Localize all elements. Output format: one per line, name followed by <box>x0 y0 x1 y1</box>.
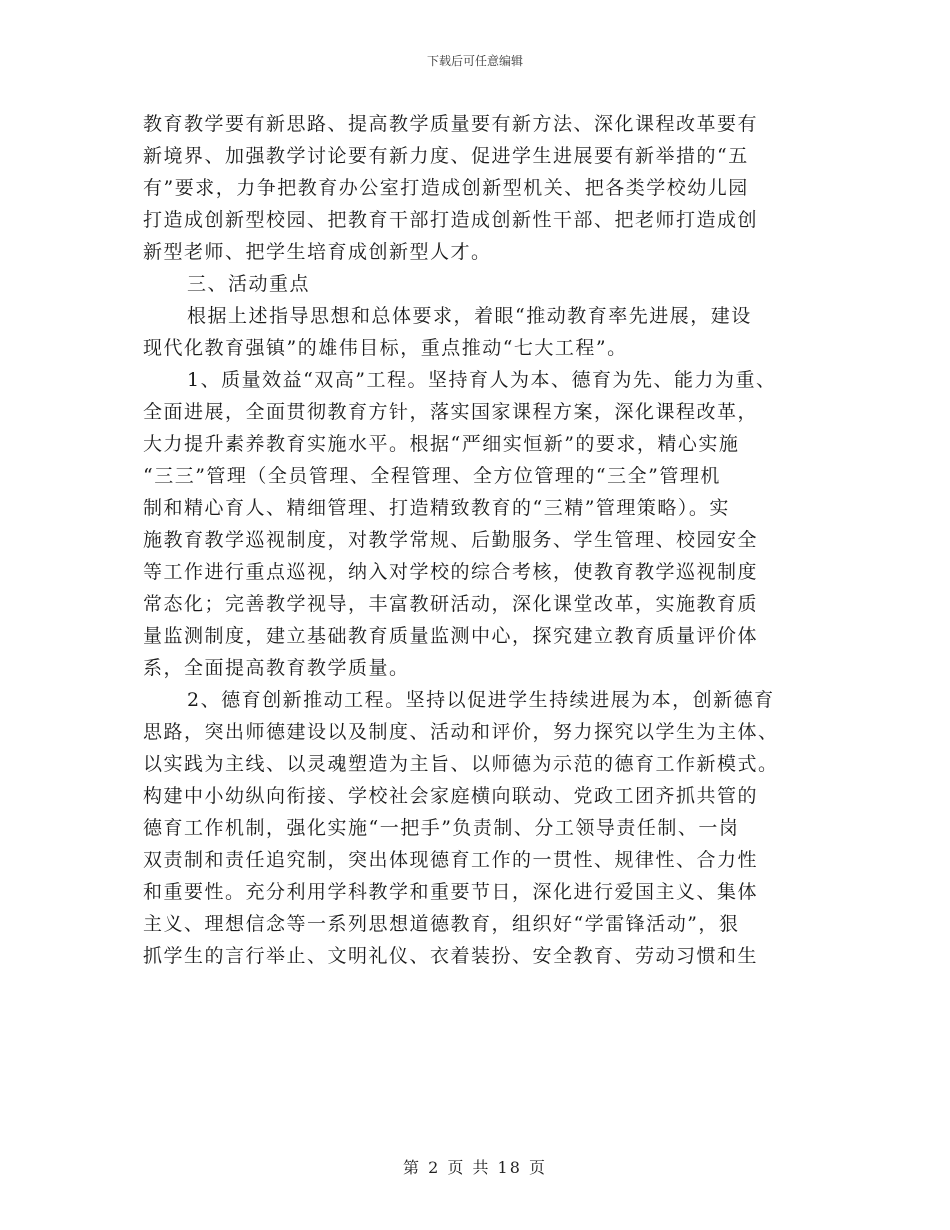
page-number-footer: 第 2 页 共 18 页 <box>403 1158 547 1177</box>
text-line: 以实践为主线、以灵魂塑造为主旨、以师德为示范的德育工作新模式。 <box>143 753 779 775</box>
text-line: 制和精心育人、精细管理、打造精致教育的“三精”管理策略）。实 <box>143 497 730 519</box>
text-line: 思路，突出师德建设以及制度、活动和评价，努力探究以学生为主体、 <box>143 721 779 743</box>
text-line: 双责制和责任追究制，突出体现德育工作的一贯性、规律性、合力性 <box>143 849 759 871</box>
text-line: “三三”管理（全员管理、全程管理、全方位管理的“三全”管理机 <box>143 465 721 487</box>
text-line: 大力提升素养教育实施水平。根据“严细实恒新”的要求，精心实施 <box>143 433 740 455</box>
text-line: 1、质量效益“双高”工程。坚持育人为本、德育为先、能力为重、 <box>187 369 777 391</box>
text-line: 量监测制度，建立基础教育质量监测中心，探究建立教育质量评价体 <box>143 625 759 647</box>
text-line: 三、活动重点 <box>187 273 311 295</box>
text-line: 教育教学要有新思路、提高教学质量要有新方法、深化课程改革要有 <box>143 113 759 135</box>
text-line: 系，全面提高教育教学质量。 <box>143 657 410 679</box>
text-line: 常态化；完善教学视导，丰富教研活动，深化课堂改革，实施教育质 <box>143 593 759 615</box>
text-line: 现代化教育强镇”的雄伟目标，重点推动“七大工程”。 <box>143 337 628 359</box>
page-header: 下载后可任意编辑 <box>426 54 523 68</box>
text-line: 施教育教学巡视制度，对教学常规、后勤服务、学生管理、校园安全 <box>143 529 759 551</box>
text-line: 构建中小幼纵向衔接、学校社会家庭横向联动、党政工团齐抓共管的 <box>143 785 759 807</box>
document-body <box>143 108 823 972</box>
text-line: 和重要性。充分利用学科教学和重要节日，深化进行爱国主义、集体 <box>143 881 759 903</box>
text-line: 打造成创新型校园、把教育干部打造成创新性干部、把老师打造成创 <box>143 209 759 231</box>
text-line: 全面进展，全面贯彻教育方针，落实国家课程方案，深化课程改革， <box>143 401 759 423</box>
text-line: 新型老师、把学生培育成创新型人才。 <box>143 241 492 263</box>
text-line: 主义、理想信念等一系列思想道德教育，组织好“学雷锋活动”，狠 <box>143 913 740 935</box>
text-line: 根据上述指导思想和总体要求，着眼“推动教育率先进展，建设 <box>187 305 752 327</box>
text-line: 2、德育创新推动工程。坚持以促进学生持续进展为本，创新德育 <box>187 689 775 711</box>
text-line: 有”要求，力争把教育办公室打造成创新型机关、把各类学校幼儿园 <box>143 177 749 199</box>
text-line: 德育工作机制，强化实施“一把手”负责制、分工领导责任制、一岗 <box>143 817 740 839</box>
text-line: 抓学生的言行举止、文明礼仪、衣着装扮、安全教育、劳动习惯和生 <box>143 945 759 967</box>
text-line: 等工作进行重点巡视，纳入对学校的综合考核，使教育教学巡视制度 <box>143 561 759 583</box>
text-line: 新境界、加强教学讨论要有新力度、促进学生进展要有新举措的“五 <box>143 145 749 167</box>
